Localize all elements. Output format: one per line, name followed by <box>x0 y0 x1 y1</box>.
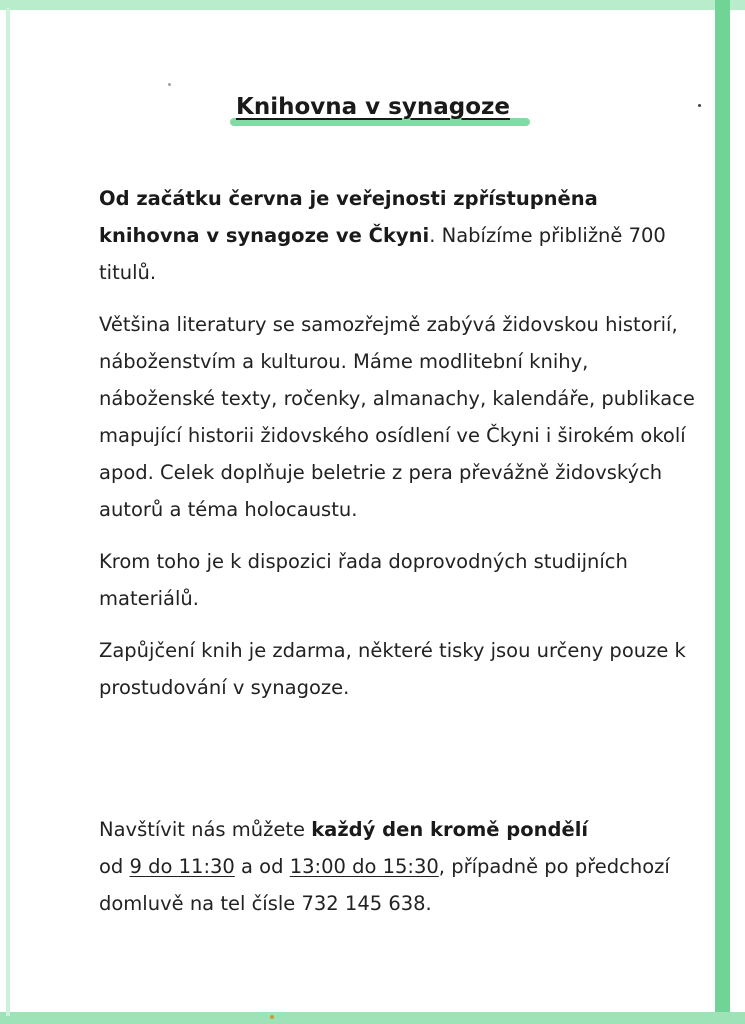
page-border-right <box>715 0 730 1024</box>
visit-hours-morning: 9 do 11:30 <box>129 855 235 878</box>
paragraph-materials: Krom toho je k dispozici řada doprovodných studijních materiálů. <box>99 550 628 610</box>
paragraph-literature: Většina literatury se samozřejmě zabývá židovskou historií, náboženstvím a kulturou. Máme modlitební knihy, náboženské texty, ročenky, almanachy, kalendáře, publikace mapující historii židovského osídlení ve Čkyni i širokém okolí apod. Celek doplňuje beletrie z pera převážně židovských autorů a téma holocaustu. <box>99 313 695 521</box>
page-title: Knihovna v synagoze <box>236 94 510 120</box>
scan-speck <box>270 1015 274 1019</box>
visit-hours-afternoon: 13:00 do 15:30 <box>289 855 439 878</box>
page-border-left <box>6 8 10 1016</box>
visit-intro: Navštívit nás můžete <box>99 818 312 841</box>
page-border-top <box>0 0 745 10</box>
paragraph-intro <box>99 180 699 291</box>
page-border-bottom <box>0 1012 745 1024</box>
visit-and-from: a od <box>234 855 290 878</box>
title-block <box>228 90 533 130</box>
body-text <box>99 180 699 721</box>
intro-bold-text: Od začátku června je veřejnosti zpřístupněna knihovna v synagoze ve Čkyni <box>99 187 598 247</box>
visit-info <box>99 811 699 922</box>
intro-text: . Nabízíme přibližně 700 titulů. <box>99 224 666 284</box>
visit-days: každý den kromě pondělí <box>311 818 589 841</box>
visit-contact: , případně po předchozí domluvě na tel čísle 732 145 638. <box>99 855 670 915</box>
scan-speck <box>168 83 171 86</box>
visit-from: od <box>99 855 130 878</box>
scan-speck <box>698 104 701 107</box>
paragraph-lending: Zapůjčení knih je zdarma, některé tisky jsou určeny pouze k prostudování v synagoze. <box>99 639 686 699</box>
